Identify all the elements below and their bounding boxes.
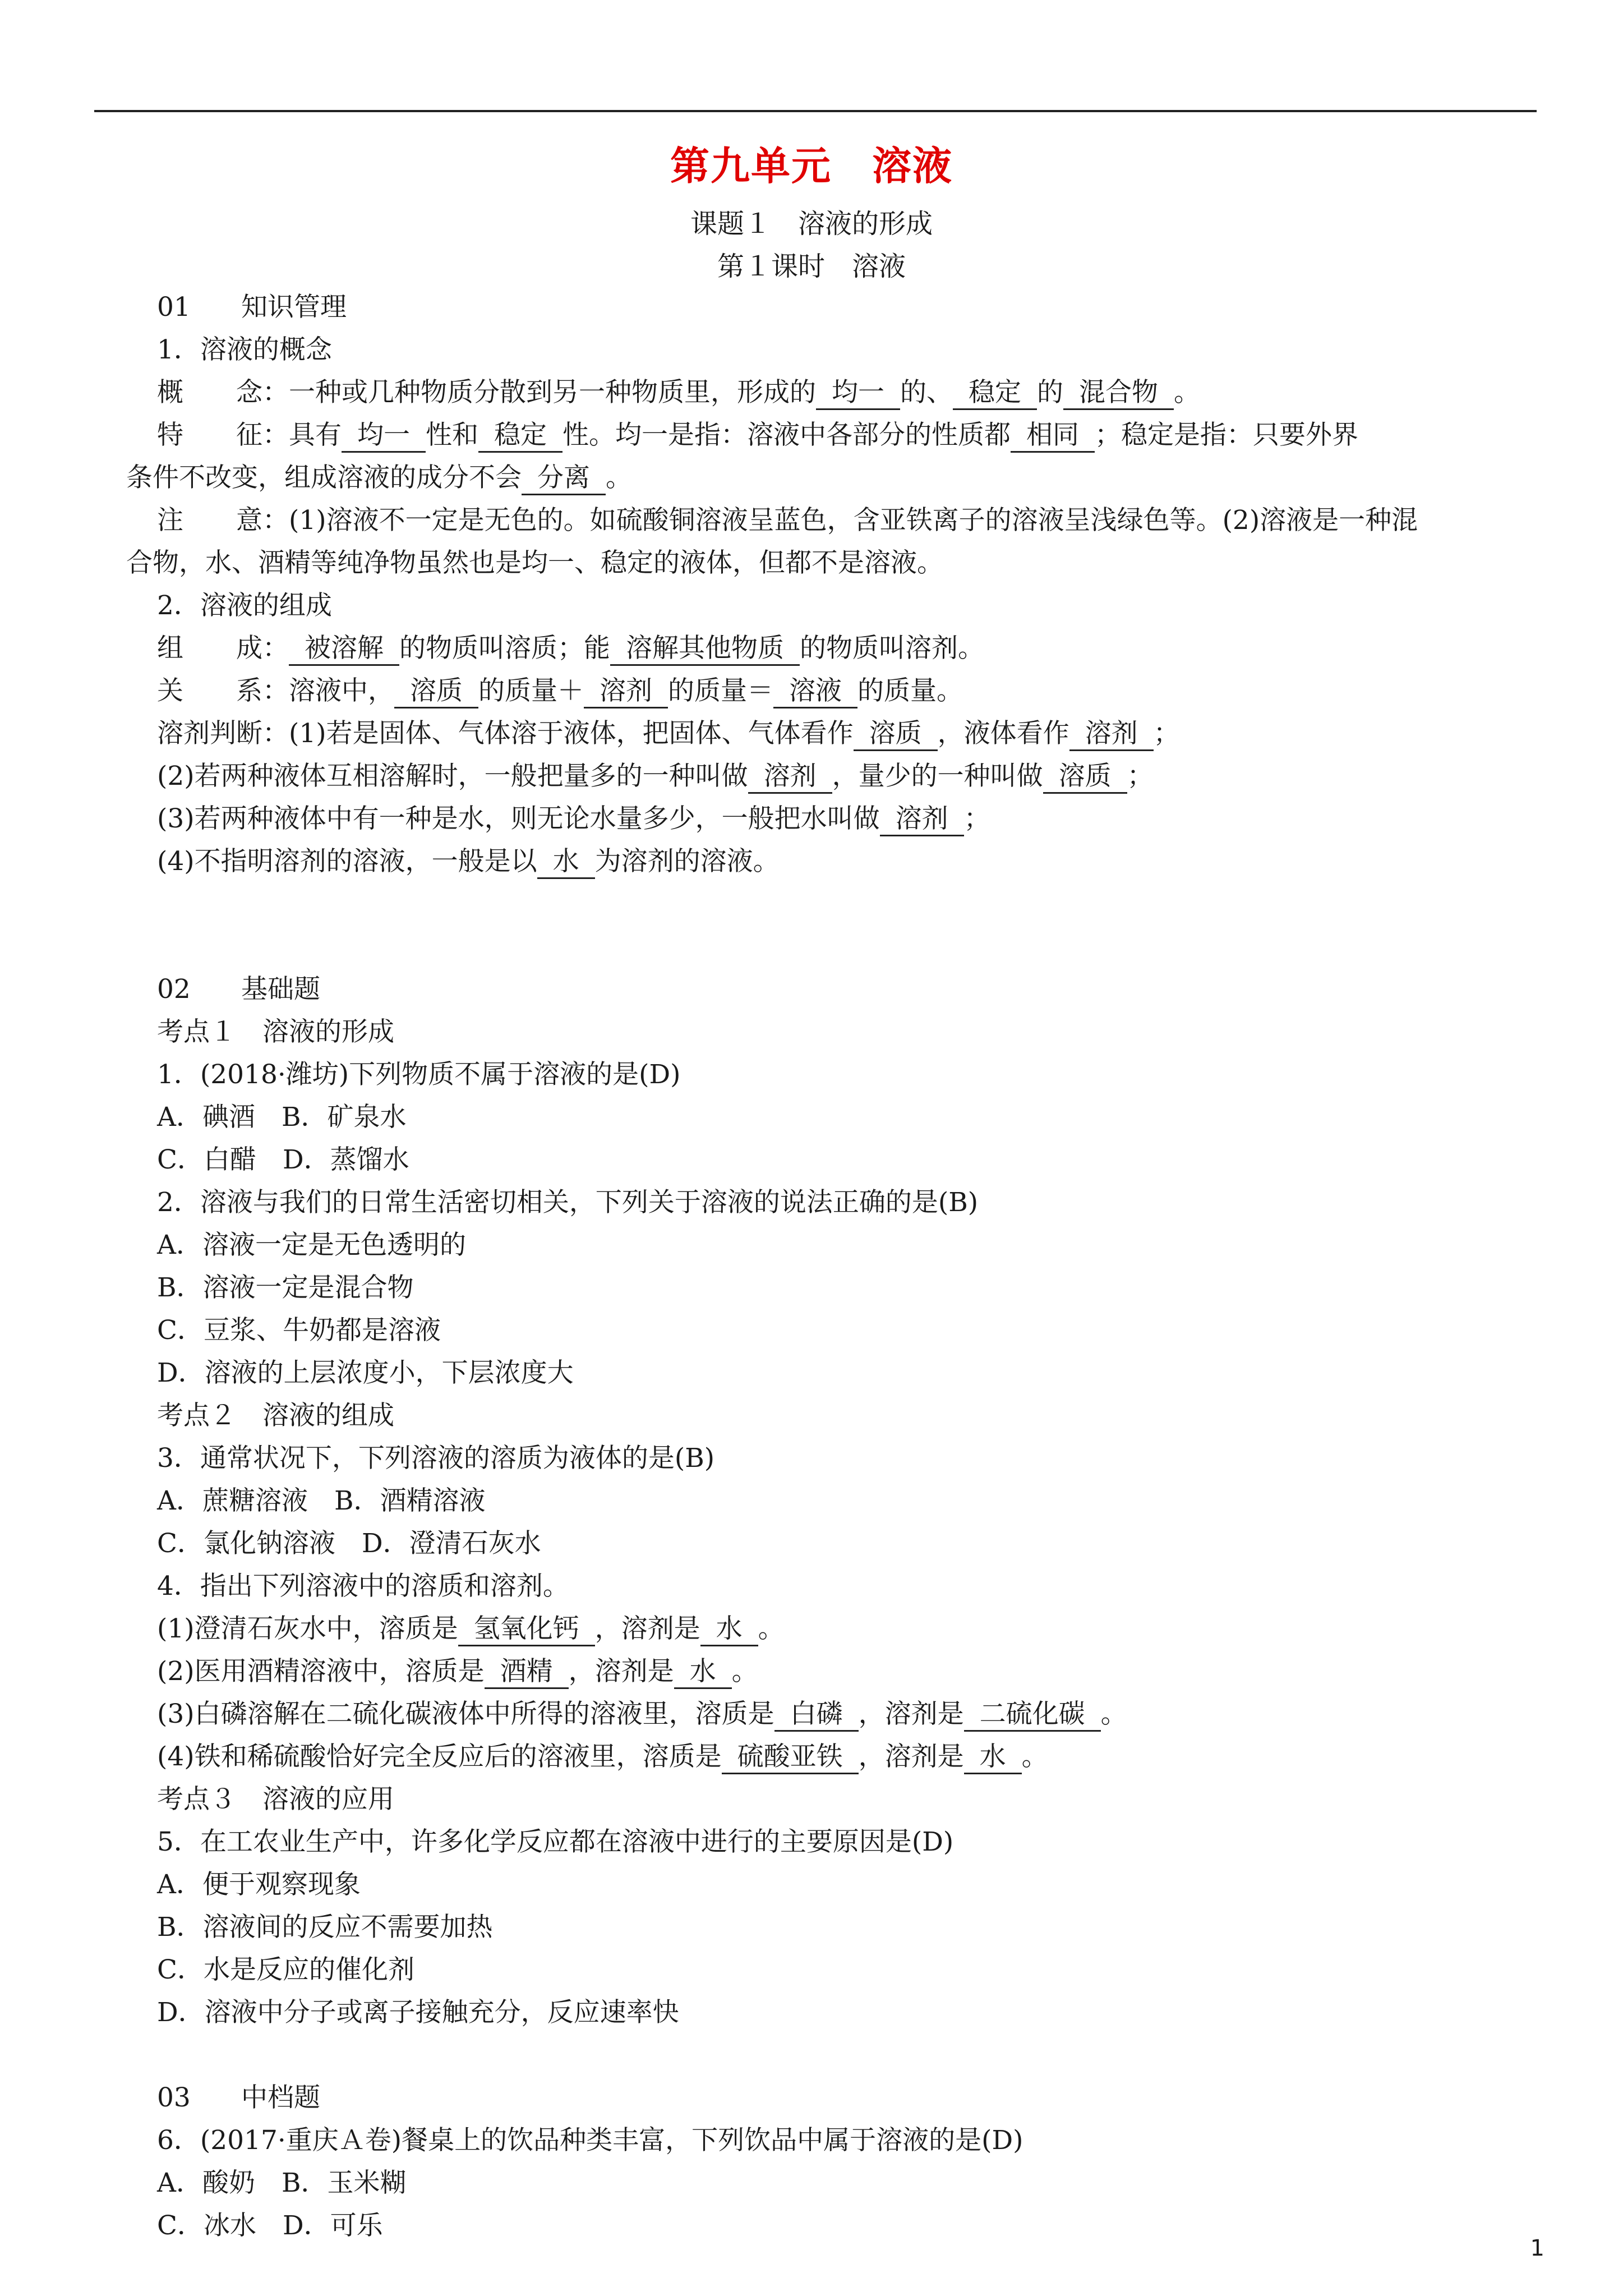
option-line: B．溶液间的反应不需要加热 [157,1912,493,1943]
key-point-heading: 考点１ 溶液的形成 [157,1016,394,1047]
lesson-title: 课题１ 溶液的形成 [690,208,933,240]
period-title: 第１课时 溶液 [717,251,906,282]
section-heading: 02 基础题 [157,974,320,1005]
blank-answer: 均一 [816,377,900,410]
page-content [126,286,1548,2247]
blank-answer: 分离 [522,462,606,495]
blank-answer: 水 [537,846,595,879]
feature-line: 特 征：具有 均一 性和 稳定 性。均一是指：溶液中各部分的性质都 相同 ；稳定是指：只要外界 [157,414,1548,457]
option-line: C．氯化钠溶液 D．澄清石灰水 [157,1528,541,1559]
option-line: A．溶液一定是无色透明的 [157,1230,466,1260]
option-line: A．碘酒 B．矿泉水 [157,1102,407,1133]
unit-title: 第九单元 溶液 [670,142,953,189]
blank-answer: 硫酸亚铁 [722,1741,859,1774]
option-line: C．豆浆、牛奶都是溶液 [157,1315,441,1346]
blank-answer: 均一 [342,420,426,453]
option-line: C．水是反应的催化剂 [157,1954,414,1985]
blank-answer: 溶剂 [1069,718,1154,751]
blank-answer: 白磷 [774,1699,859,1732]
option-line: B．溶液一定是混合物 [157,1272,414,1303]
blank-answer: 溶质 [394,675,478,708]
blank-answer: 溶剂 [748,761,832,794]
blank-answer: 氢氧化钙 [458,1613,595,1646]
blank-answer: 相同 [1011,420,1095,453]
sub-question: (4)铁和稀硫酸恰好完全反应后的溶液里，溶质是 硫酸亚铁 ，溶剂是 水 。 [157,1736,1548,1778]
question: 1．(2018·潍坊)下列物质不属于溶液的是(D) [157,1059,681,1090]
note-line-2: 合物，水、酒精等纯净物虽然也是均一、稳定的液体，但都不是溶液。 [126,547,943,578]
key-point-heading: 考点３ 溶液的应用 [157,1784,394,1815]
blank-answer: 水 [674,1656,732,1689]
relation-line: 关 系：溶液中， 溶质 的质量＋ 溶剂 的质量＝ 溶液 的质量。 [157,670,1548,712]
concept-heading: 1．溶液的概念 [157,334,332,365]
blank-answer: 二硫化碳 [964,1699,1101,1732]
sub-question: (1)澄清石灰水中，溶质是 氢氧化钙 ，溶剂是 水 。 [157,1608,1548,1650]
sub-question: (3)白磷溶解在二硫化碳液体中所得的溶液里，溶质是 白磷 ，溶剂是 二硫化碳 。 [157,1693,1548,1736]
concept-line: 概 念：一种或几种物质分散到另一种物质里，形成的 均一 的、 稳定 的 混合物 。 [157,371,1548,414]
blank-answer: 水 [964,1741,1022,1774]
option-line: C．冰水 D．可乐 [157,2210,383,2241]
blank-answer: 溶解其他物质 [610,633,800,666]
note-line: 注 意：(1)溶液不一定是无色的。如硫酸铜溶液呈蓝色，含亚铁离子的溶液呈浅绿色等。(2)溶液是一种混 [157,505,1418,536]
key-point-heading: 考点２ 溶液的组成 [157,1400,394,1431]
blank-answer: 被溶解 [289,633,399,666]
option-line: A．便于观察现象 [157,1869,361,1900]
composition-heading: 2．溶液的组成 [157,590,332,621]
feature-line-2: 条件不改变，组成溶液的成分不会 分离 。 [126,457,1548,499]
header-rule [94,110,1537,112]
judge-line-1: 溶剂判断：(1)若是固体、气体溶于液体，把固体、气体看作 溶质 ，液体看作 溶剂 ； [157,712,1548,755]
composition-line: 组 成： 被溶解 的物质叫溶质；能 溶解其他物质 的物质叫溶剂。 [157,627,1548,670]
judge-line-2: (2)若两种液体互相溶解时，一般把量多的一种叫做 溶剂 ，量少的一种叫做 溶质 ； [157,755,1548,798]
page-number: 1 [1530,2235,1544,2261]
blank-answer: 溶液 [773,675,857,708]
option-line: A．蔗糖溶液 B．酒精溶液 [157,1485,486,1516]
blank-answer: 酒精 [485,1656,569,1689]
blank-answer: 溶剂 [880,803,964,836]
blank-answer: 溶质 [854,718,938,751]
blank-answer: 稳定 [953,377,1037,410]
option-line: D．溶液中分子或离子接触充分，反应速率快 [157,1997,679,2028]
blank-answer: 稳定 [478,420,562,453]
option-line: C．白醋 D．蒸馏水 [157,1144,409,1175]
question: 4．指出下列溶液中的溶质和溶剂。 [157,1571,569,1602]
section-heading: 01 知识管理 [157,292,347,323]
blank-answer: 溶剂 [584,675,668,708]
option-line: D．溶液的上层浓度小，下层浓度大 [157,1358,574,1388]
section-heading: 03 中档题 [157,2082,320,2113]
question: 3．通常状况下，下列溶液的溶质为液体的是(B) [157,1443,715,1474]
option-line: A．酸奶 B．玉米糊 [157,2168,407,2198]
blank-answer: 溶质 [1043,761,1127,794]
question: 2．溶液与我们的日常生活密切相关，下列关于溶液的说法正确的是(B) [157,1187,979,1218]
blank-answer: 水 [700,1613,758,1646]
judge-line-3: (3)若两种液体中有一种是水，则无论水量多少，一般把水叫做 溶剂 ； [157,798,1548,840]
sub-question: (2)医用酒精溶液中，溶质是 酒精 ，溶剂是 水 。 [157,1650,1548,1693]
blank-answer: 混合物 [1063,377,1174,410]
question: 5．在工农业生产中，许多化学反应都在溶液中进行的主要原因是(D) [157,1826,954,1857]
judge-line-4: (4)不指明溶剂的溶液，一般是以 水 为溶剂的溶液。 [157,840,1548,883]
question: 6．(2017·重庆Ａ卷)餐桌上的饮品种类丰富，下列饮品中属于溶液的是(D) [157,2125,1023,2156]
